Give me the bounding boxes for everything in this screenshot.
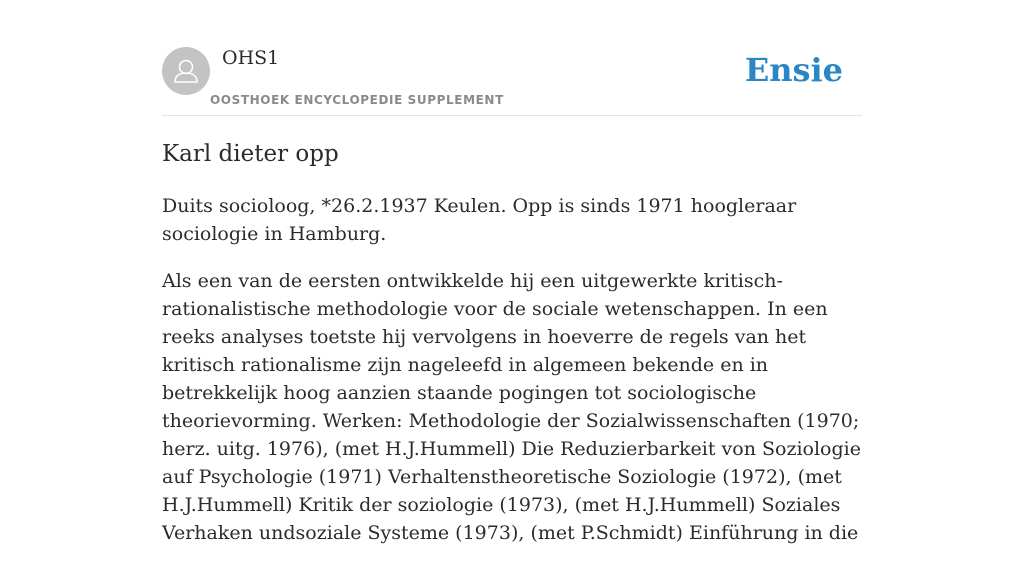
user-avatar-icon[interactable]	[162, 47, 210, 95]
user-silhouette-icon	[162, 47, 210, 95]
author-name[interactable]: OHS1	[222, 47, 280, 69]
article-title: Karl dieter opp	[162, 141, 339, 167]
brand-logo-link[interactable]: Ensie	[744, 51, 843, 89]
article-paragraph: Als een van de eersten ontwikkelde hij een uitgewerkte kritisch-rationalistische methodologie voor de sociale wetenschappen. In een reeks analyses toetste hij vervolgens in hoeverre de regels van het kritisch rationalisme zijn nageleefd in algemeen bekende en in betrekkelijk hoog aanzien staande pogingen tot sociologische theorievorming. Werken: Methodologie der Sozialwissenschaften (1970; herz. uitg. 1976), (met H.J.Hummell) Die Reduzierbarkeit von Soziologie auf Psychologie (1971) Verhaltenstheoretische Soziologie (1972), (met H.J.Hummell) Kritik der soziologie (1973), (met H.J.Hummell) Soziales Verhaken undsoziale Systeme (1973), (met P.Schmidt) Einführung in die	[162, 270, 861, 544]
article-body	[162, 192, 862, 566]
source-label: OOSTHOEK ENCYCLOPEDIE SUPPLEMENT	[210, 93, 504, 107]
article-header	[162, 46, 862, 116]
article-paragraph: Duits socioloog, *26.2.1937 Keulen. Opp is sinds 1971 hoogleraar sociologie in Hamburg.	[162, 195, 797, 245]
